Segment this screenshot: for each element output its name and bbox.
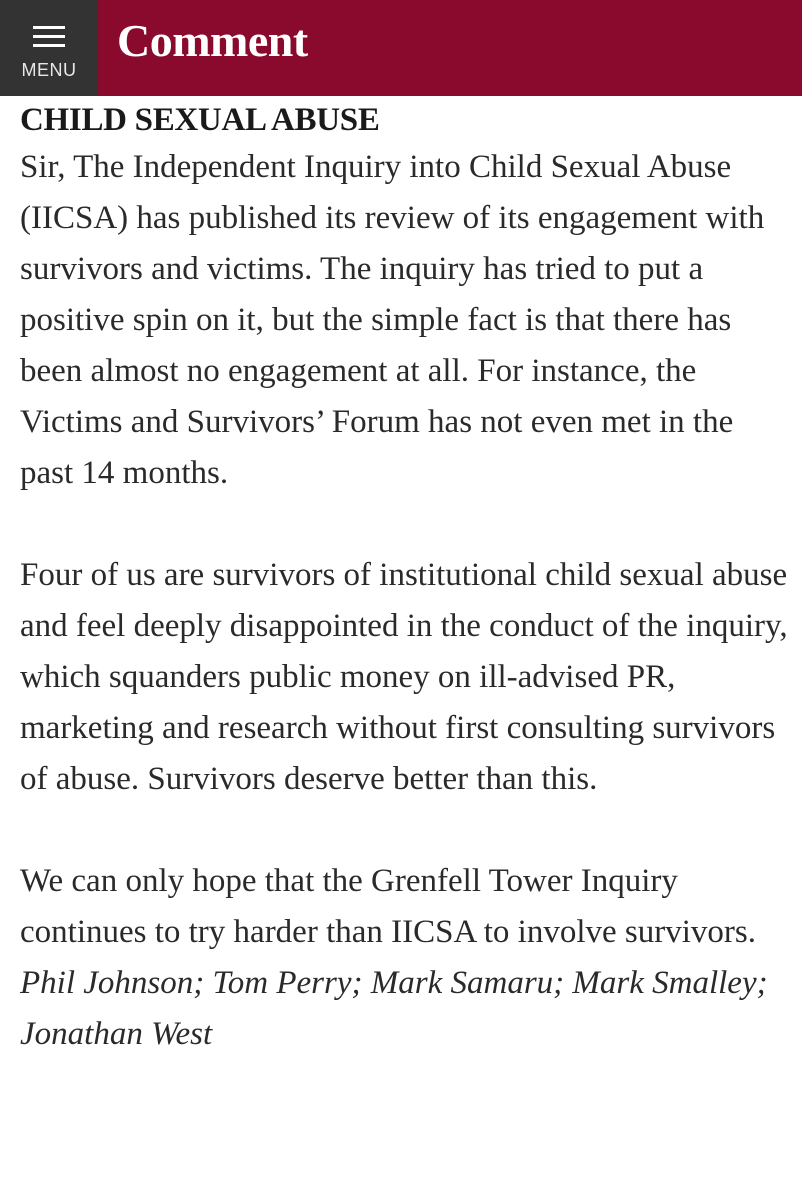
letter-article — [20, 98, 790, 1060]
letter-paragraph-2: Four of us are survivors of institutional child sexual abuse and feel deeply disappointed in the conduct of the inquiry, which squanders public money on ill-advised PR, marketing and research without first consulting survivors of abuse. Survivors deserve better than this. — [20, 557, 788, 797]
hamburger-menu-icon — [33, 26, 65, 48]
letter-signatories: Phil Johnson; Tom Perry; Mark Samaru; Mark Smalley; Jonathan West — [20, 965, 768, 1052]
letter-headline: CHILD SEXUAL ABUSE — [20, 102, 380, 138]
menu-label: MENU — [21, 60, 77, 80]
letter-paragraph-3: We can only hope that the Grenfell Tower Inquiry continues to try harder than IICSA to involve survivors. — [20, 863, 756, 950]
section-header — [0, 0, 802, 96]
section-title[interactable]: Comment — [117, 15, 308, 66]
menu-button[interactable] — [0, 0, 98, 96]
letter-paragraph-1: Sir, The Independent Inquiry into Child Sexual Abuse (IICSA) has published its review of its engagement with survivors and victims. The inquiry has tried to put a positive spin on it, but the simple fact is that there has been almost no engagement at all. For instance, the Victims and Survivors’ Forum has not even met in the past 14 months. — [20, 149, 765, 491]
